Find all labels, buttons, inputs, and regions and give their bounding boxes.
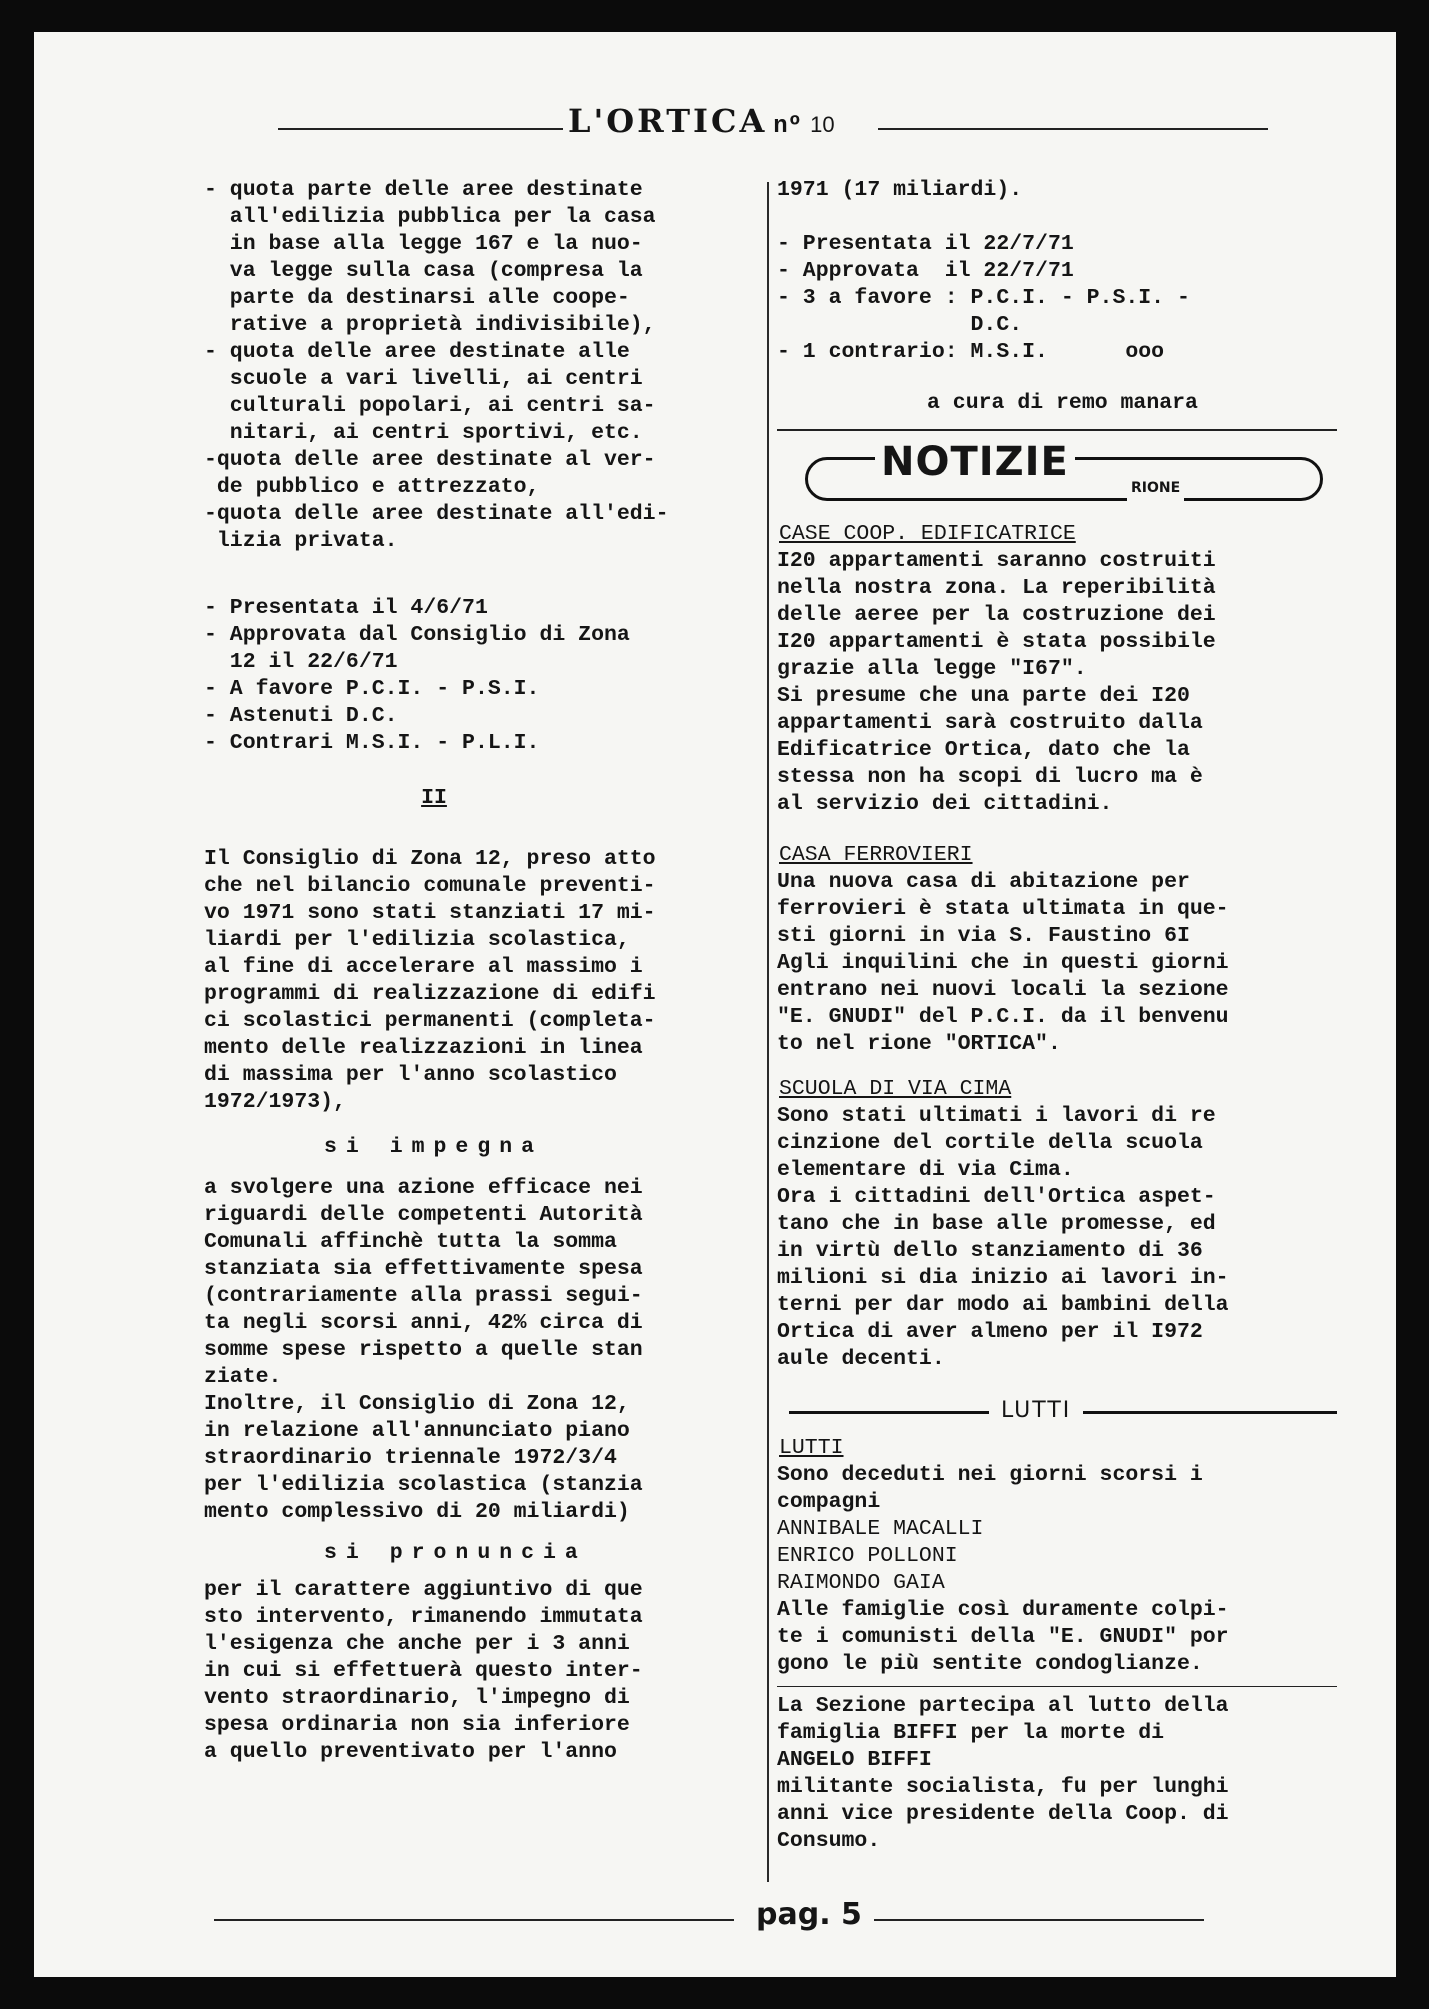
section-title-case-coop: CASE COOP. EDIFICATRICE (779, 522, 1076, 546)
right-column (767, 177, 1337, 1855)
text-line: parte da destinarsi alle coope- (204, 286, 630, 310)
text-line: lizia privata. (204, 529, 398, 553)
text-line: tano che in base alle promesse, ed (777, 1212, 1216, 1236)
text-line: mento delle realizzazioni in linea (204, 1036, 643, 1060)
text-line: al servizio dei cittadini. (777, 792, 1113, 816)
lutti-separator (777, 1686, 1337, 1687)
text-line: - 3 a favore : P.C.I. - P.S.I. - (777, 286, 1190, 310)
text-line: di massima per l'anno scolastico (204, 1063, 617, 1087)
text-line: va legge sulla casa (compresa la (204, 259, 643, 283)
text-line: che nel bilancio comunale preventi- (204, 874, 656, 898)
text-line: a svolgere una azione efficace nei (204, 1176, 643, 1200)
text-line: "E. GNUDI" del P.C.I. da il benvenu (777, 1005, 1229, 1029)
text-line: - 1 contrario: M.S.I. ooo (777, 340, 1165, 364)
left-block-b (204, 595, 744, 757)
text-line: stanziata sia effettivamente spesa (204, 1257, 643, 1281)
notizie-subtitle: RIONE (1127, 475, 1184, 502)
text-line: La Sezione partecipa al lutto della (777, 1694, 1229, 1718)
text-line: in cui si effettuerà questo inter- (204, 1659, 643, 1683)
text-line: somme spese rispetto a quelle stan (204, 1338, 643, 1362)
text-line: 1972/1973), (204, 1090, 346, 1114)
vote-line: - Astenuti D.C. (204, 704, 398, 728)
text-line: grazie alla legge "I67". (777, 657, 1087, 681)
masthead-rule-right (878, 128, 1268, 130)
text-line: entrano nei nuovi locali la sezione (777, 978, 1229, 1002)
text-line: -quota delle aree destinate all'edi- (204, 502, 669, 526)
text-line: liardi per l'edilizia scolastica, (204, 928, 630, 952)
text-line: per il carattere aggiuntivo di que (204, 1578, 643, 1602)
page-number: pag. 5 (756, 1897, 862, 1932)
spacer (777, 366, 1337, 390)
text-line: rative a proprietà indivisibile), (204, 313, 656, 337)
si-impegna-heading: si impegna (324, 1135, 544, 1159)
lutti-biffi (777, 1693, 1337, 1855)
notizie-title: NOTIZIE (875, 449, 1075, 476)
text-line: Alle famiglie così duramente colpi- (777, 1598, 1229, 1622)
si-pronuncia-heading: si pronuncia (324, 1541, 587, 1565)
text-line: I20 appartamenti è stata possibile (777, 630, 1216, 654)
text-line: - Approvata il 22/7/71 (777, 259, 1074, 283)
section-title-lutti: LUTTI (779, 1436, 844, 1460)
spacer (204, 1161, 744, 1175)
text-line: l'esigenza che anche per i 3 anni (204, 1632, 630, 1656)
text-line: Inoltre, il Consiglio di Zona 12, (204, 1392, 630, 1416)
deceased-name: ANNIBALE MACALLI (777, 1517, 984, 1541)
text-line: te i comunisti della "E. GNUDI" por (777, 1625, 1229, 1649)
text-line: mento complessivo di 20 miliardi) (204, 1500, 630, 1524)
text-line: Si presume che una parte dei I20 (777, 684, 1190, 708)
text-line: all'edilizia pubblica per la casa (204, 205, 656, 229)
text-line: nitari, ai centri sportivi, etc. (204, 421, 643, 445)
text-line: to nel rione "ORTICA". (777, 1032, 1061, 1056)
text-line: -quota delle aree destinate al ver- (204, 448, 656, 472)
spacer (204, 1567, 744, 1577)
text-line: ci scolastici permanenti (completa- (204, 1009, 656, 1033)
text-line: Sono deceduti nei giorni scorsi i (777, 1463, 1203, 1487)
spacer (777, 1058, 1337, 1076)
text-line: ferrovieri è stata ultimata in que- (777, 897, 1229, 921)
masthead (278, 102, 1268, 146)
text-line: de pubblico e attrezzato, (204, 475, 540, 499)
text-line: milioni si dia inizio ai lavori in- (777, 1266, 1229, 1290)
text-line: ta negli scorsi anni, 42% circa di (204, 1311, 643, 1335)
text-line: Il Consiglio di Zona 12, preso atto (204, 847, 656, 871)
text-line: I20 appartamenti saranno costruiti (777, 549, 1216, 573)
text-line: al fine di accelerare al massimo i (204, 955, 643, 979)
text-line: militante socialista, fu per lunghi (777, 1775, 1229, 1799)
text-line: (contrariamente alla prassi segui- (204, 1284, 643, 1308)
lutti-condolences (777, 1597, 1337, 1678)
vote-line: - Approvata dal Consiglio di Zona (204, 623, 630, 647)
vote-line: 12 il 22/6/71 (204, 650, 398, 674)
text-line: ANGELO BIFFI (777, 1748, 932, 1772)
lutti-banner (777, 1397, 1337, 1427)
issue-number: 10 (810, 112, 835, 137)
text-line (777, 204, 1337, 231)
vote-line: - Presentata il 4/6/71 (204, 596, 488, 620)
left-column (204, 177, 744, 1766)
section-title-scuola: SCUOLA DI VIA CIMA (779, 1077, 1012, 1101)
text-line: gono le più sentite condoglianze. (777, 1652, 1203, 1676)
notizie-rione-banner (805, 439, 1325, 509)
text-line: sto intervento, rimanendo immutata (204, 1605, 643, 1629)
text-line: Ortica di aver almeno per il I972 (777, 1320, 1203, 1344)
text-line: stessa non ha scopi di lucro ma è (777, 765, 1203, 789)
text-line: elementare di via Cima. (777, 1158, 1074, 1182)
text-line: spesa ordinaria non sia inferiore (204, 1713, 630, 1737)
footer-rule-right (874, 1919, 1204, 1921)
masthead-nr-label: nº (773, 113, 803, 140)
text-line: Comunali affinchè tutta la somma (204, 1230, 617, 1254)
left-block-d (204, 1175, 744, 1526)
byline: a cura di remo manara (927, 391, 1198, 415)
text-line: vento straordinario, l'impegno di (204, 1686, 630, 1710)
text-line: terni per dar modo ai bambini della (777, 1293, 1229, 1317)
text-line: Edificatrice Ortica, dato che la (777, 738, 1190, 762)
spacer (204, 555, 744, 595)
masthead-rule-left (278, 128, 563, 130)
lutti-names (777, 1516, 1337, 1597)
text-line: straordinario triennale 1972/3/4 (204, 1446, 617, 1470)
text-line: Consumo. (777, 1829, 881, 1853)
text-line: Una nuova casa di abitazione per (777, 870, 1190, 894)
spacer (204, 1116, 744, 1134)
text-line: - quota parte delle aree destinate (204, 178, 643, 202)
deceased-name: ENRICO POLLONI (777, 1544, 958, 1568)
left-block-e (204, 1577, 744, 1766)
vote-line: - Contrari M.S.I. - P.L.I. (204, 731, 540, 755)
byline-rule (777, 429, 1337, 431)
text-line: - quota delle aree destinate alle (204, 340, 630, 364)
text-line: riguardi delle competenti Autorità (204, 1203, 643, 1227)
text-line: D.C. (777, 313, 1023, 337)
spacer (204, 812, 744, 846)
text-line: aule decenti. (777, 1347, 945, 1371)
spacer (204, 1526, 744, 1540)
text-line: in relazione all'annunciato piano (204, 1419, 630, 1443)
text-line: - Presentata il 22/7/71 (777, 232, 1074, 256)
text-line: vo 1971 sono stati stanziati 17 mi- (204, 901, 656, 925)
lutti-banner-label: LUTTI (989, 1397, 1083, 1424)
text-line: scuole a vari livelli, ai centri (204, 367, 643, 391)
vote-line: - A favore P.C.I. - P.S.I. (204, 677, 540, 701)
spacer (777, 818, 1337, 842)
section-heading-ii: II (421, 786, 447, 810)
deceased-name: RAIMONDO GAIA (777, 1571, 945, 1595)
footer-rule-left (214, 1919, 734, 1921)
text-line: anni vice presidente della Coop. di (777, 1802, 1229, 1826)
right-block-a (777, 177, 1337, 366)
text-line: in virtù dello stanziamento di 36 (777, 1239, 1203, 1263)
text-line: compagni (777, 1490, 881, 1514)
text-line: Ora i cittadini dell'Ortica aspet- (777, 1185, 1216, 1209)
section-body-scuola (777, 1103, 1337, 1373)
left-block-c (204, 846, 744, 1116)
section-title-casa-ferrovieri: CASA FERROVIERI (779, 843, 973, 867)
text-line: famiglia BIFFI per la morte di (777, 1721, 1165, 1745)
text-line: ziate. (204, 1365, 282, 1389)
page-footer (214, 1897, 1214, 1937)
left-block-a (204, 177, 744, 555)
section-body-case-coop (777, 548, 1337, 818)
text-line: delle aeree per la costruzione dei (777, 603, 1216, 627)
spacer (204, 757, 744, 785)
text-line: culturali popolari, ai centri sa- (204, 394, 656, 418)
text-line: programmi di realizzazione di edifi (204, 982, 656, 1006)
text-line: nella nostra zona. La reperibilità (777, 576, 1216, 600)
text-line: Sono stati ultimati i lavori di re (777, 1104, 1216, 1128)
text-line: per l'edilizia scolastica (stanzia (204, 1473, 643, 1497)
text-line: Agli inquilini che in questi giorni (777, 951, 1229, 975)
text-line: in base alla legge 167 e la nuo- (204, 232, 643, 256)
masthead-title (568, 102, 835, 140)
text-line: cinzione del cortile della scuola (777, 1131, 1203, 1155)
section-body-casa-ferrovieri (777, 869, 1337, 1058)
masthead-name: L'ORTICA (568, 102, 768, 140)
text-line: a quello preventivato per l'anno (204, 1740, 617, 1764)
lutti-intro (777, 1462, 1337, 1516)
newsletter-page (34, 32, 1396, 1977)
text-line: appartamenti sarà costruito dalla (777, 711, 1203, 735)
text-line: sti giorni in via S. Faustino 6I (777, 924, 1190, 948)
text-line: 1971 (17 miliardi). (777, 178, 1023, 202)
